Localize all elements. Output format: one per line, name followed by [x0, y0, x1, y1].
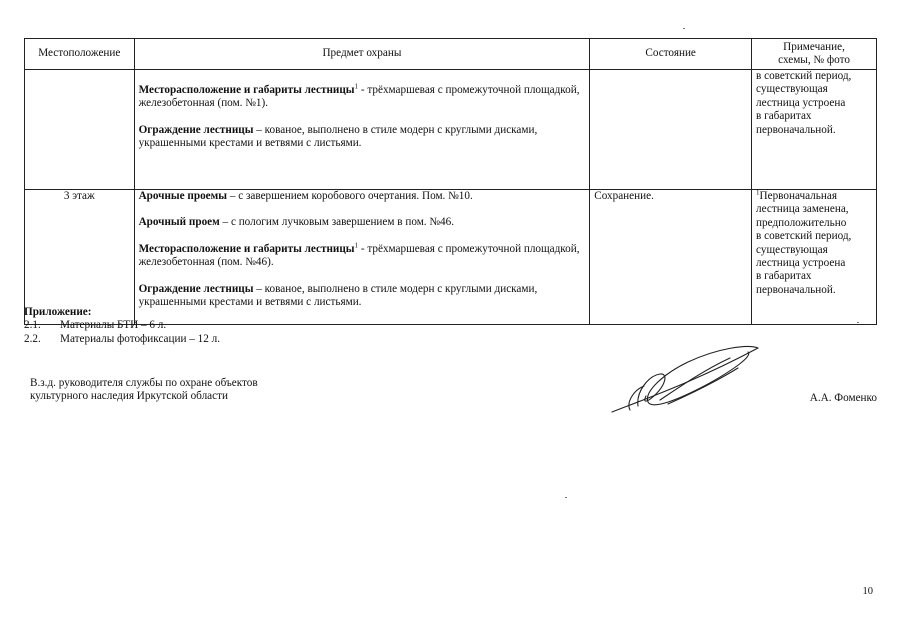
row-subject — [134, 70, 590, 190]
footnote-mark: 1 — [354, 82, 359, 91]
scan-speck — [565, 497, 567, 498]
footnote-mark: 1 — [756, 188, 760, 197]
row-subject — [134, 190, 590, 325]
subject-item-text: – кованое, выполнено в стиле модерн с круглыми дисками, украшенными крестами и ветвями с листьями. — [138, 123, 538, 150]
subject-item-text: – с завершением коробового очертания. Пом. №10. — [227, 190, 473, 202]
table-header-row — [25, 39, 877, 70]
subject-item-title: Месторасположение и габариты лестницы — [138, 242, 355, 255]
protection-table — [24, 38, 877, 325]
subject-item — [139, 84, 586, 111]
appendix — [24, 306, 220, 346]
row-note — [752, 190, 877, 325]
subject-item — [139, 216, 586, 229]
subject-item-title: Ограждение лестницы — [138, 282, 254, 295]
row-state: Сохранение. — [590, 190, 752, 325]
subject-item-text: – с пологим лучковым завершением в пом. №46. — [219, 216, 455, 229]
header-location: Местоположение — [25, 39, 135, 70]
footnote-mark: 1 — [354, 241, 359, 250]
note-line: в габаритах — [756, 270, 812, 283]
row-note — [752, 70, 877, 190]
row-location: 3 этаж — [25, 190, 135, 325]
appendix-item — [24, 333, 220, 346]
header-subject: Предмет охраны — [134, 39, 590, 70]
row-location — [25, 70, 135, 190]
note-line: первоначальной. — [756, 283, 836, 296]
note-line: существующая — [756, 243, 828, 256]
subject-item — [139, 124, 586, 151]
header-note-line: схемы, № фото — [778, 54, 850, 66]
note-line — [756, 190, 872, 203]
scan-speck — [683, 28, 685, 29]
note-line: в советский период, — [756, 70, 852, 82]
note-line: первоначальной. — [756, 123, 836, 136]
subject-item — [139, 243, 586, 270]
subject-item-title: Арочные проемы — [138, 190, 228, 202]
note-line: предположительно — [756, 216, 847, 229]
header-state: Состояние — [590, 39, 752, 70]
table-row — [25, 190, 877, 325]
subject-item-text: - трёхмаршевая с промежуточной площадкой, железобетонная (пом. №46). — [138, 242, 580, 269]
header-note-line: Примечание, — [783, 40, 845, 53]
note-line: лестница устроена — [756, 96, 846, 109]
note-line: существующая — [756, 83, 828, 96]
scan-speck — [857, 322, 859, 323]
note-line-text: Первоначальная — [759, 190, 837, 202]
signature-icon — [608, 340, 768, 420]
appendix-item-number: 2.1. — [24, 319, 41, 332]
row-state — [590, 70, 752, 190]
subject-item-title: Ограждение лестницы — [138, 123, 254, 136]
note-line: лестница заменена, — [756, 203, 849, 216]
page-number: 10 — [862, 586, 873, 597]
subject-item — [139, 190, 586, 203]
appendix-title: Приложение: — [24, 306, 92, 318]
note-line: лестница устроена — [756, 257, 846, 270]
signer-position-line: культурного наследия Иркутской области — [30, 390, 228, 403]
subject-item-title: Месторасположение и габариты лестницы — [138, 84, 355, 96]
header-note — [752, 39, 877, 70]
appendix-item-number: 2.2. — [24, 332, 41, 345]
appendix-item — [24, 319, 220, 332]
note-line: в советский период, — [756, 230, 852, 243]
subject-item-title: Арочный проем — [138, 216, 220, 229]
appendix-item-text: Материалы фотофиксации – 12 л. — [60, 332, 221, 345]
subject-item-text: – кованое, выполнено в стиле модерн с круглыми дисками, украшенными крестами и ветвями с листьями. — [138, 282, 538, 309]
signer-name: А.А. Фоменко — [809, 392, 877, 404]
note-line: в габаритах — [756, 110, 812, 123]
signer-position-line: В.з.д. руководителя службы по охране объектов — [30, 377, 258, 389]
table-row — [25, 70, 877, 190]
appendix-item-text: Материалы БТИ – 6 л. — [60, 319, 167, 332]
subject-item-text: - трёхмаршевая с промежуточной площадкой, железобетонная (пом. №1). — [138, 84, 580, 110]
signer-position — [30, 377, 258, 404]
